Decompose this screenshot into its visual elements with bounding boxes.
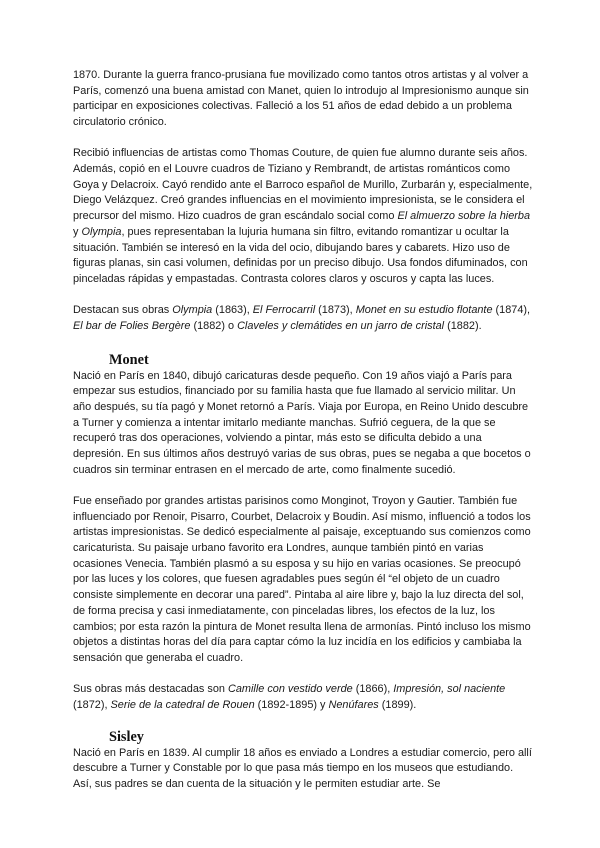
manet-paragraph-influences xyxy=(73,146,533,287)
text-run: (1874), xyxy=(492,304,531,317)
artwork-title: El Ferrocarril xyxy=(252,304,316,317)
monet-paragraph-style: Fue enseñado por grandes artistas parisinos como Monginot, Troyon y Gautier. También fue influenciado por Renoir, Pisarro, Courbet, Delacroix y Boudin. Así mismo, influenció a todos los artistas impresionistas. Se dedicó especialmente al paisaje, exceptuando sus comienzos como caricaturista. Su paisaje urbano favorito era Londres, aunque también pintó en varias ocasiones Venecia. También plasmó a su esposa y su hijo en varias ocasiones. Se preocupó por las luces y los colores, que fuesen agradables pues según él “el objeto de un cuadro consiste simplemente en decorar una pared”. Pintaba al aire libre y, bajo la luz directa del sol, de forma precisa y casi inmediatamente, con pinceladas libres, los efectos de la luz, los cambios; por esta razón la pintura de Monet resulta llena de armonías. Pintó incluso los mismo objetos a distintas horas del día para captar cómo la luz incidía en los edificios y cambiaba la sensación que generaba el cuadro. xyxy=(73,494,531,664)
artwork-title: Claveles y clemátides en un jarro de cristal xyxy=(237,319,445,332)
monet-paragraph-biography: Nació en París en 1840, dibujó caricaturas desde pequeño. Con 19 años viajó a París para empezar sus estudios, financiado por su familia hasta que fue llamado al servicio militar. Un año después, su tía pagó y Monet retornó a París. Viaja por Europa, en Reino Unido descubre a Turner y comienza a intentar imitarlo mediante manchas. Sufrió ceguera, de la que se recuperó tras dos operaciones, volviendo a pintar, más esto se dificulta debido a una depresión. En sus últimos años destruyó varias de sus obras, pues se negaba a que bocetos o cuadros sin terminar entrasen en el mercado de arte, como finalmente sucedió. xyxy=(73,369,531,476)
section-heading-monet: Monet xyxy=(109,351,149,368)
text-run: (1872), xyxy=(73,698,111,711)
text-run: Sus obras más destacadas son xyxy=(73,683,228,696)
text-run: (1882). xyxy=(444,319,482,332)
artwork-title: Nenúfares xyxy=(328,698,379,711)
section-heading-sisley: Sisley xyxy=(109,728,144,745)
text-run: (1899). xyxy=(378,698,417,711)
artwork-title: Olympia xyxy=(81,225,122,238)
artwork-title: Impresión, sol naciente xyxy=(393,683,506,696)
artwork-title: El bar de Folies Bergère xyxy=(73,319,191,332)
artwork-title: Camille con vestido verde xyxy=(227,683,353,696)
manet-paragraph-works xyxy=(73,303,533,334)
text-run: , pues representaban la lujuria humana sin filtro, evitando romantizar u ocultar la situación. También se interesó en la vida del ocio, dibujando bares y cabarets. Hizo uso de figuras planas, sin casi volumen, definidas por un preciso dibujo. Usa fondos difuminados, con pinceladas rápidas y empastadas. Contrasta colores claros y oscuros y capta las luces. xyxy=(73,225,528,285)
artwork-title: Olympia xyxy=(172,304,213,317)
text-run: y xyxy=(73,225,82,238)
artwork-title: Serie de la catedral de Rouen xyxy=(110,698,255,711)
text-run: Recibió influencias de artistas como Thomas Couture, de quien fue alumno durante seis años. Además, copió en el Louvre cuadros de Tiziano y Rembrandt, de artistas románticos como Goya y Delacroix. Cayó rendido ante el Barroco español de Murillo, Zurbarán y, especialmente, Diego Velázquez. Creó grandes influencias en el movimiento impresionista, se le considera el precursor del mismo. Hizo cuadros de gran escándalo social como xyxy=(73,147,533,223)
artwork-title: Monet en su estudio flotante xyxy=(355,304,493,317)
text-run: (1873), xyxy=(315,304,356,317)
page-content xyxy=(73,68,533,793)
text-run: (1892-1895) y xyxy=(254,698,329,711)
text-run: Destacan sus obras xyxy=(73,304,173,317)
sisley-paragraph-biography: Nació en París en 1839. Al cumplir 18 años es enviado a Londres a estudiar comercio, pero allí descubre a Turner y Constable por lo que pasa más tiempo en los museos que estudiando. Así, sus padres se dan cuenta de la situación y le permiten estudiar arte. Se xyxy=(73,746,532,791)
manet-paragraph-biography: 1870. Durante la guerra franco-prusiana fue movilizado como tantos otros artistas y al volver a París, comenzó una buena amistad con Manet, quien lo introdujo al Impresionismo aunque sin participar en exposiciones colectivas. Falleció a los 51 años de edad debido a un problema circulatorio crónico. xyxy=(73,69,529,129)
text-run: (1863), xyxy=(212,304,253,317)
text-run: (1866), xyxy=(352,683,394,696)
artwork-title: El almuerzo sobre la hierba xyxy=(397,210,531,223)
monet-paragraph-works xyxy=(73,682,533,713)
text-run: (1882) o xyxy=(190,319,238,332)
